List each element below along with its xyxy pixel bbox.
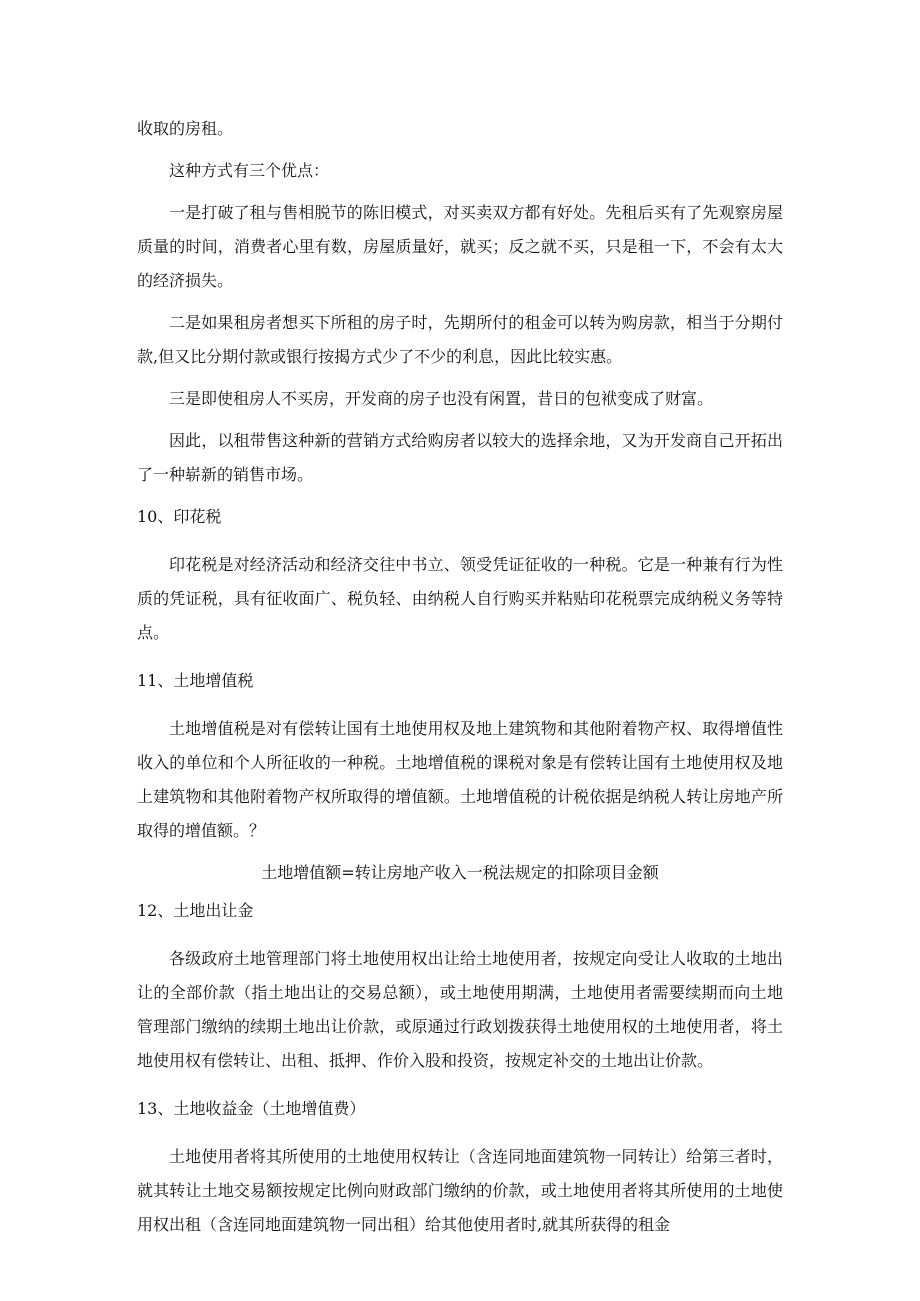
section-body-stamp-tax: 印花税是对经济活动和经济交往中书立、领受凭证征收的一种税。它是一种兼有行为性质的凭证税，具有征收面广、税负轻、由纳税人自行购买并粘贴印花税票完成纳税义务等特点。: [137, 555, 783, 642]
document-page: [137, 112, 783, 1250]
paragraph-advantage-three: 三是即使租房人不买房，开发商的房子也没有闲置，昔日的包袱变成了财富。: [169, 389, 714, 408]
section-heading-land-value-tax: 11、土地增值税: [137, 671, 254, 690]
section-heading-land-transfer-fee: 12、土地出让金: [137, 901, 254, 920]
paragraph-advantage-two: 二是如果租房者想买下所租的房子时，先期所付的租金可以转为购房款，相当于分期付款,但又比分期付款或银行按揭方式少了不少的利息，因此比较实惠。: [137, 313, 783, 366]
section-body-land-revenue: 土地使用者将其所使用的土地使用权转让（含连同地面建筑物一同转让）给第三者时，就其转让土地交易额按规定比例向财政部门缴纳的价款，或土地使用者将其所使用的土地使用权出租（含连同地面建筑物一同出租）给其他使用者时,就其所获得的租金: [137, 1147, 783, 1234]
paragraph-continuation: 收取的房租。: [137, 119, 234, 138]
paragraph-conclusion: 因此，以租带售这种新的营销方式给购房者以较大的选择余地，又为开发商自己开拓出了一种崭新的销售市场。: [137, 431, 783, 484]
paragraph-advantage-one: 一是打破了租与售相脱节的陈旧模式，对买卖双方都有好处。先租后买有了先观察房屋质量的时间，消费者心里有数，房屋质量好，就买；反之就不买，只是租一下，不会有太大的经济损失。: [137, 203, 783, 290]
paragraph-advantages-intro: 这种方式有三个优点：: [169, 161, 330, 180]
section-heading-stamp-tax: 10、印花税: [137, 507, 222, 526]
section-body-land-transfer-fee: 各级政府土地管理部门将土地使用权出让给土地使用者，按规定向受让人收取的土地出让的全部价款（指土地出让的交易总额），或土地使用期满，土地使用者需要续期而向土地管理部门缴纳的续期土地出让价款，或原通过行政划拨获得土地使用权的土地使用者，将土地使用权有偿转让、出租、抵押、作价入股和投资，按规定补交的土地出让价款。: [137, 949, 783, 1070]
formula-land-value-increment: 土地增值额=转让房地产收入一税法规定的扣除项目金额: [261, 863, 659, 882]
section-body-land-value-tax: 土地增值税是对有偿转让国有土地使用权及地上建筑物和其他附着物产权、取得增值性收入的单位和个人所征收的一种税。土地增值税的课税对象是有偿转让国有土地使用权及地上建筑物和其他附着物产权所取得的增值额。土地增值税的计税依据是纳税人转让房地产所取得的增值额。？: [137, 719, 783, 840]
section-heading-land-revenue: 13、土地收益金（土地增值费）: [137, 1099, 366, 1118]
